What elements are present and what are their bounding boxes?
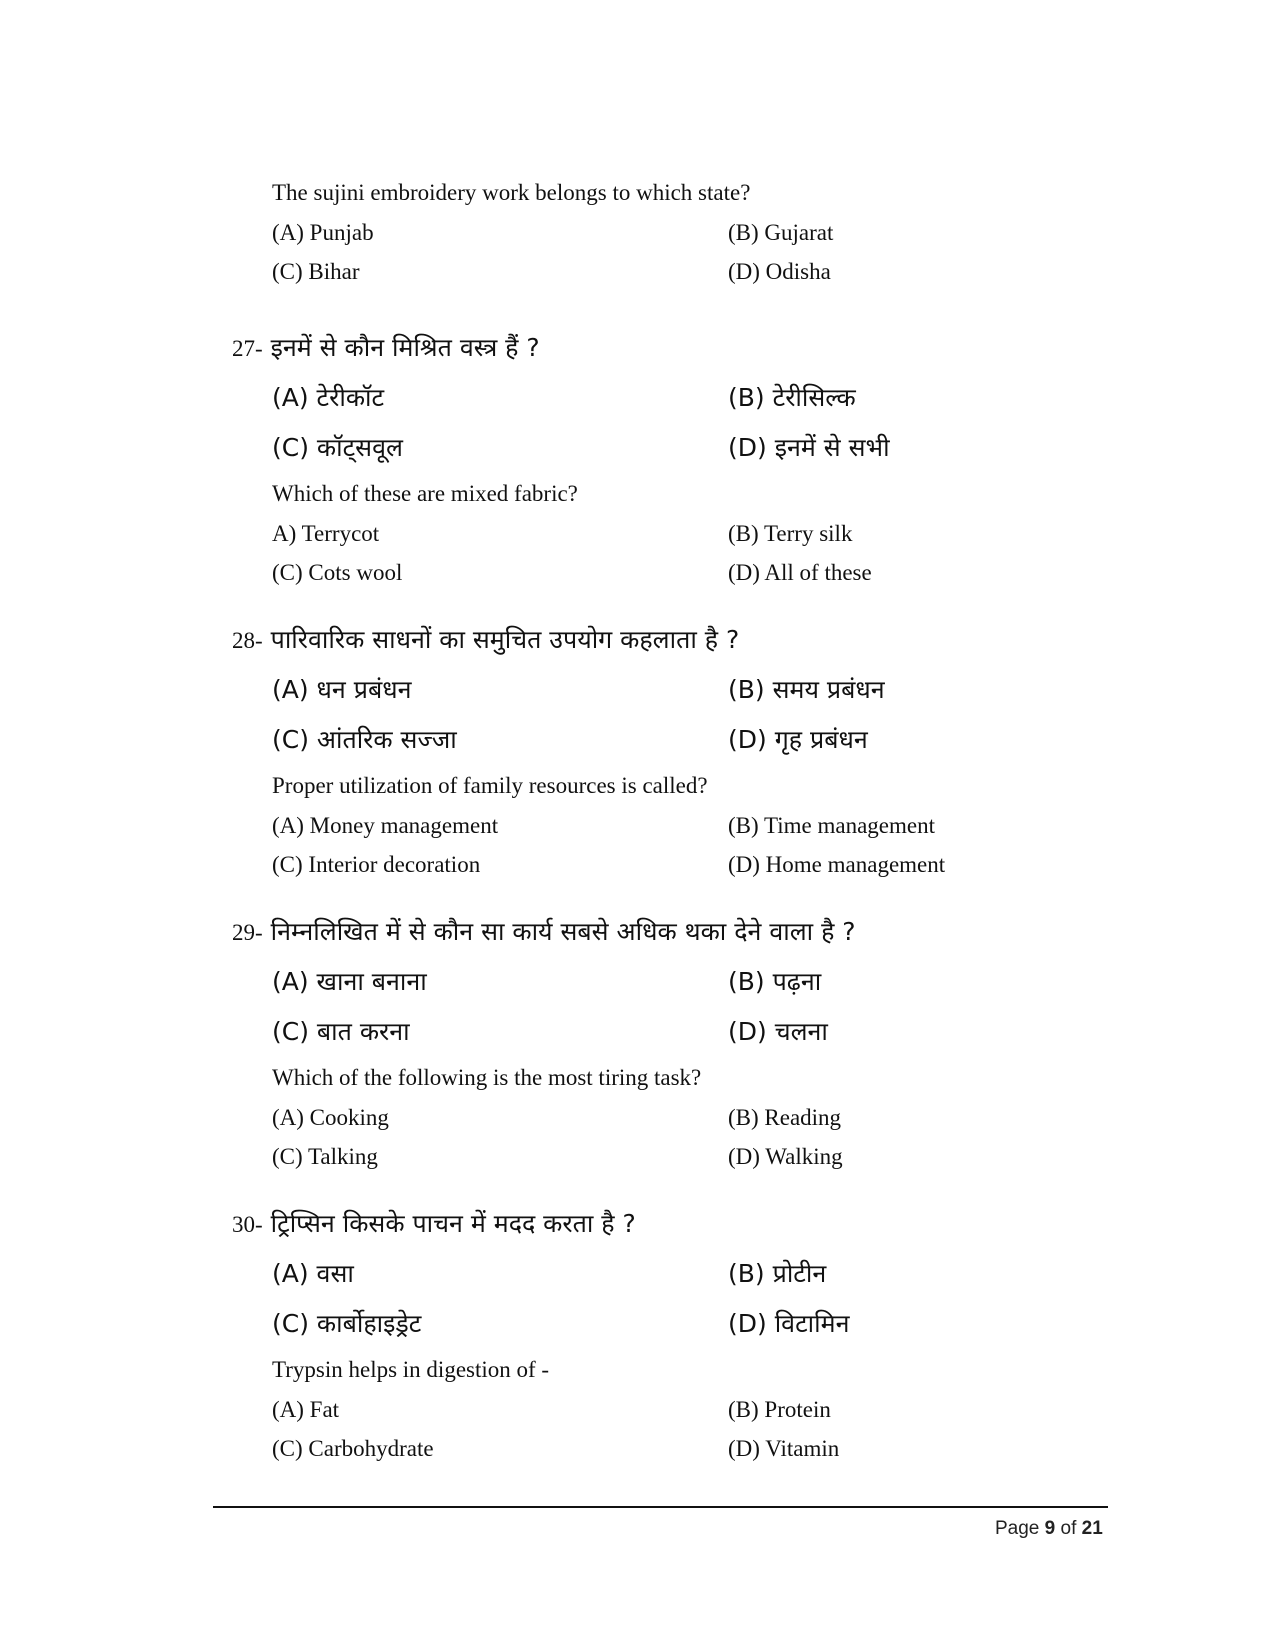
q28-en-option-a: (A) Money management: [272, 813, 499, 838]
q28-hi-question-text: पारिवारिक साधनों का समुचित उपयोग कहलाता है ?: [270, 625, 740, 654]
q27-hi-question: [232, 330, 540, 364]
page-current: 9: [1044, 1518, 1056, 1539]
q27-en-option-b: (B) Terry silk: [728, 521, 853, 546]
q27-number: 27-: [232, 336, 263, 361]
q27-hi-option-d: (D) इनमें से सभी: [728, 433, 890, 462]
page-total: 21: [1081, 1518, 1103, 1539]
q30-hi-question-text: ट्रिप्सिन किसके पाचन में मदद करता है ?: [270, 1209, 636, 1238]
q29-en-option-c: (C) Talking: [272, 1144, 378, 1169]
q26-en-option-a: (A) Punjab: [272, 220, 374, 245]
q27-en-question: Which of these are mixed fabric?: [272, 481, 578, 506]
q28-hi-option-d: (D) गृह प्रबंधन: [728, 725, 868, 754]
q28-hi-question: [232, 622, 739, 656]
page-number: [995, 1518, 1103, 1540]
q28-number: 28-: [232, 628, 263, 653]
q28-hi-option-a: (A) धन प्रबंधन: [272, 675, 412, 704]
q28-en-question: Proper utilization of family resources is called?: [272, 773, 708, 798]
q29-hi-option-b: (B) पढ़ना: [728, 967, 822, 996]
q30-hi-option-c: (C) कार्बोहाइड्रेट: [272, 1309, 422, 1338]
q30-en-option-d: (D) Vitamin: [728, 1436, 840, 1461]
q30-number: 30-: [232, 1212, 263, 1237]
q29-number: 29-: [232, 920, 263, 945]
q26-en-option-c: (C) Bihar: [272, 259, 360, 284]
q27-en-option-a: A) Terrycot: [272, 521, 380, 546]
q26-en-option-d: (D) Odisha: [728, 259, 831, 284]
q28-en-option-c: (C) Interior decoration: [272, 852, 481, 877]
page-middle: of: [1055, 1518, 1082, 1539]
q28-en-option-d: (D) Home management: [728, 852, 946, 877]
q29-hi-question: [232, 914, 856, 948]
footer-divider: [213, 1506, 1108, 1508]
q28-en-option-b: (B) Time management: [728, 813, 935, 838]
q26-en-question: The sujini embroidery work belongs to which state?: [272, 180, 751, 205]
q28-hi-option-b: (B) समय प्रबंधन: [728, 675, 885, 704]
q27-hi-option-a: (A) टेरीकॉट: [272, 383, 385, 412]
q28-hi-option-c: (C) आंतरिक सज्जा: [272, 725, 457, 754]
q29-en-option-a: (A) Cooking: [272, 1105, 389, 1130]
page-prefix: Page: [995, 1518, 1045, 1539]
q29-hi-question-text: निम्नलिखित में से कौन सा कार्य सबसे अधिक थका देने वाला है ?: [270, 917, 856, 946]
q30-hi-option-d: (D) विटामिन: [728, 1309, 850, 1338]
q30-en-option-c: (C) Carbohydrate: [272, 1436, 434, 1461]
q27-en-option-d: (D) All of these: [728, 560, 872, 585]
q27-hi-option-b: (B) टेरीसिल्क: [728, 383, 856, 412]
q29-hi-option-c: (C) बात करना: [272, 1017, 410, 1046]
q27-hi-option-c: (C) कॉट्सवूल: [272, 433, 403, 462]
q26-en-option-b: (B) Gujarat: [728, 220, 834, 245]
q29-en-option-d: (D) Walking: [728, 1144, 843, 1169]
q30-hi-option-b: (B) प्रोटीन: [728, 1259, 827, 1288]
q27-hi-question-text: इनमें से कौन मिश्रित वस्त्र हैं ?: [270, 333, 540, 362]
q30-en-option-a: (A) Fat: [272, 1397, 340, 1422]
q29-hi-option-a: (A) खाना बनाना: [272, 967, 427, 996]
q30-en-option-b: (B) Protein: [728, 1397, 831, 1422]
q29-en-question: Which of the following is the most tiring task?: [272, 1065, 702, 1090]
q30-hi-option-a: (A) वसा: [272, 1259, 354, 1288]
q30-hi-question: [232, 1206, 636, 1240]
q30-en-question: Trypsin helps in digestion of -: [272, 1357, 550, 1382]
q29-en-option-b: (B) Reading: [728, 1105, 842, 1130]
q29-hi-option-d: (D) चलना: [728, 1017, 828, 1046]
q27-en-option-c: (C) Cots wool: [272, 560, 403, 585]
